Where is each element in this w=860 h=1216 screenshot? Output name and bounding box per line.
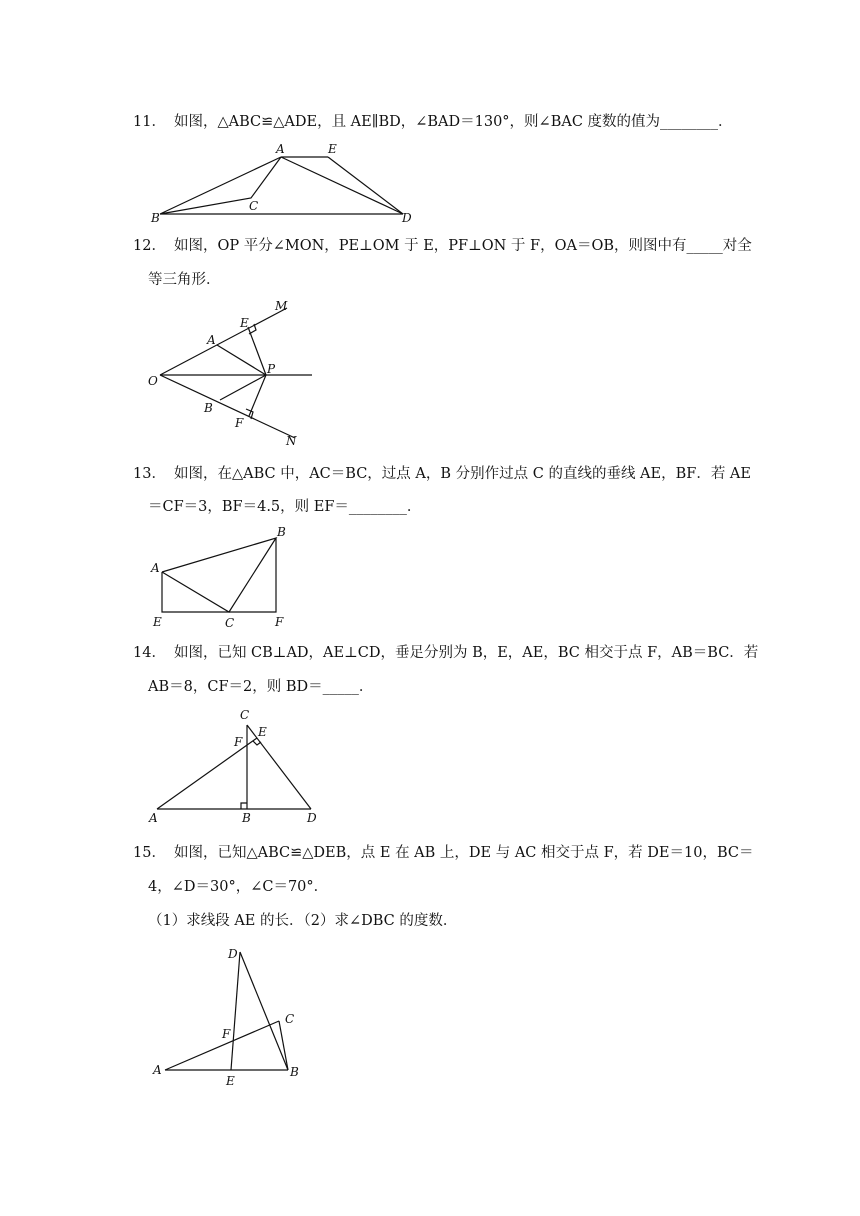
label-d: D <box>307 811 317 825</box>
question-13-continued: ＝CF＝3，BF＝4.5，则 EF＝________． <box>148 499 422 515</box>
figure-15 <box>145 940 320 1090</box>
figure-14 <box>145 704 335 829</box>
question-14-continued: AB＝8，CF＝2，则 BD＝_____． <box>148 679 374 695</box>
question-12 <box>133 236 752 256</box>
segment-pe <box>248 327 266 375</box>
label-b: B <box>290 1065 299 1079</box>
label-n: N <box>286 434 297 448</box>
rectangle-aefb <box>162 538 276 612</box>
segment-bp <box>220 375 266 400</box>
question-11 <box>133 112 733 132</box>
label-o: O <box>148 374 158 388</box>
label-c: C <box>285 1012 295 1026</box>
label-e: E <box>328 142 337 156</box>
label-f: F <box>222 1027 231 1041</box>
question-14 <box>133 643 758 663</box>
question-text: 如图，OP 平分∠MON，PE⊥OM 于 E，PF⊥ON 于 F，OA＝OB，则图中有_____对全 <box>173 238 752 254</box>
label-c: C <box>225 616 235 630</box>
label-a: A <box>149 811 158 825</box>
label-f: F <box>275 615 284 629</box>
question-text: 如图，△ABC≌△ADE，且 AE∥BD，∠BAD＝130°，则∠BAC 度数的值为________． <box>173 114 733 130</box>
question-text: 如图，已知 CB⊥AD，AE⊥CD，垂足分别为 B，E，AE，BC 相交于点 F，AB＝BC．若 <box>173 645 759 661</box>
label-b: B <box>151 211 160 225</box>
label-f: F <box>235 416 244 430</box>
label-a: A <box>151 561 160 575</box>
label-e: E <box>240 316 249 330</box>
segment-ed <box>328 157 403 214</box>
question-15-subquestions: （1）求线段 AE 的长．（2）求∠DBC 的度数． <box>148 913 458 929</box>
figure-11 <box>145 140 425 225</box>
question-15 <box>133 843 753 863</box>
question-text: 如图，已知△ABC≌△DEB，点 E 在 AB 上，DE 与 AC 相交于点 F，若 DE＝10，BC＝ <box>173 845 754 861</box>
label-m: M <box>275 299 288 313</box>
figure-12 <box>145 296 320 451</box>
label-f: F <box>234 735 243 749</box>
question-13 <box>133 464 751 484</box>
label-b: B <box>242 811 251 825</box>
segment-de <box>231 952 240 1070</box>
label-e: E <box>258 725 267 739</box>
label-e: E <box>153 615 162 629</box>
question-number: 15． <box>133 845 166 861</box>
question-12-continued: 等三角形． <box>148 272 221 288</box>
label-a: A <box>207 333 216 347</box>
ray-on <box>160 375 295 438</box>
segment-ap <box>217 345 266 375</box>
label-d: D <box>228 947 238 961</box>
question-number: 13． <box>133 466 166 482</box>
question-15-continued: 4，∠D＝30°，∠C＝70°． <box>148 879 329 895</box>
question-number: 11． <box>133 114 166 130</box>
label-c: C <box>249 199 259 213</box>
label-c: C <box>240 708 250 722</box>
label-d: D <box>402 211 412 225</box>
segment-ad <box>281 157 403 214</box>
question-text: 如图，在△ABC 中，AC＝BC，过点 A，B 分别作过点 C 的直线的垂线 AE，BF．若 AE <box>173 466 751 482</box>
right-angle-b <box>241 803 247 809</box>
segment-pf <box>249 375 266 416</box>
figure-13 <box>145 524 305 634</box>
label-b: B <box>204 401 213 415</box>
question-number: 14． <box>133 645 166 661</box>
triangle-abc <box>160 157 281 214</box>
label-a: A <box>276 142 285 156</box>
label-b: B <box>277 525 286 539</box>
label-e: E <box>226 1074 235 1088</box>
segment-db <box>240 952 288 1070</box>
label-p: P <box>267 362 276 376</box>
label-a: A <box>153 1063 162 1077</box>
question-number: 12． <box>133 238 166 254</box>
segment-cb <box>279 1021 288 1070</box>
triangle-abc <box>162 538 276 612</box>
